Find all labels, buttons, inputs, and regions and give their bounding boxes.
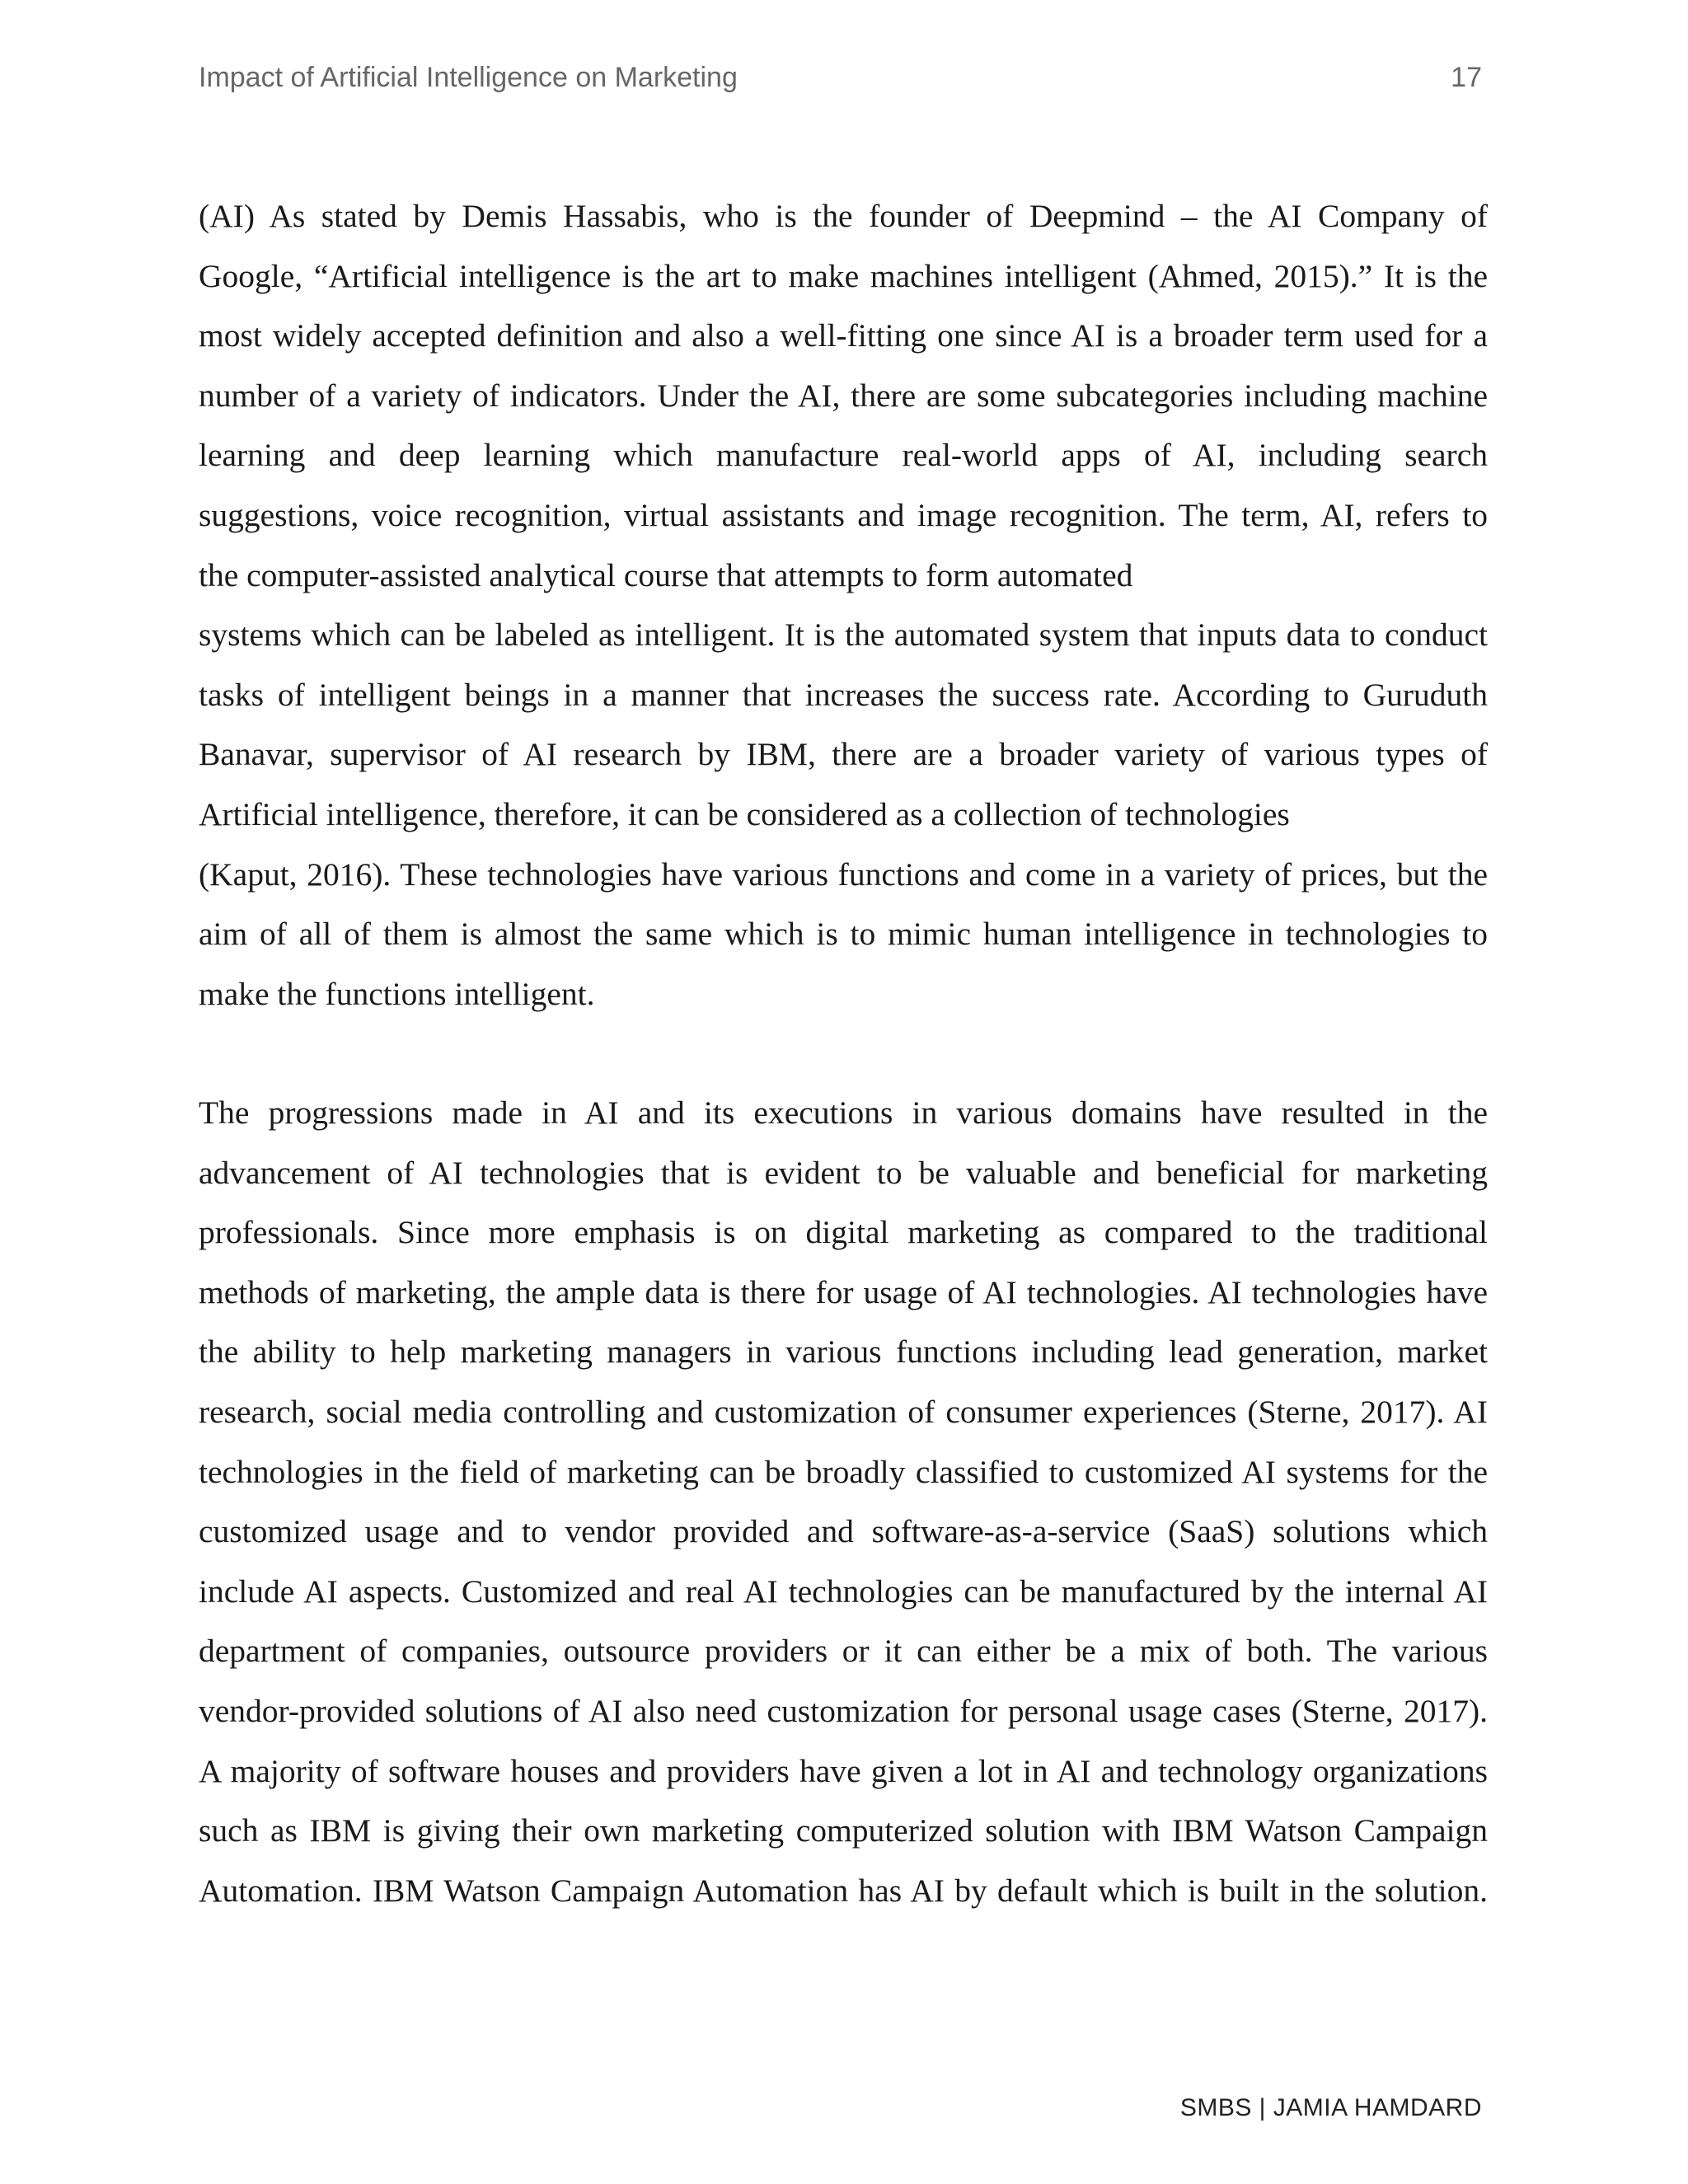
text-line: Automation. IBM Watson Campaign Automation has AI by default which is built in the solution. xyxy=(199,1872,1488,1909)
text-line: Artificial intelligence, therefore, it can be considered as a collection of technologies xyxy=(199,795,1290,832)
text-line: aim of all of them is almost the same which is to mimic human intelligence in technologies to xyxy=(199,916,1488,953)
paragraph-3 xyxy=(199,845,1488,1024)
text-line: systems which can be labeled as intelligent. It is the automated system that inputs data to conduct xyxy=(199,616,1488,654)
text-line: include AI aspects. Customized and real AI technologies can be manufactured by the internal AI xyxy=(199,1572,1488,1610)
text-line: the ability to help marketing managers in various functions including lead generation, market xyxy=(199,1333,1488,1371)
text-line: professionals. Since more emphasis is on digital marketing as compared to the traditional xyxy=(199,1214,1488,1251)
text-line: Google, “Artificial intelligence is the art to make machines intelligent (Ahmed, 2015).” It is the xyxy=(199,257,1488,294)
text-line: A majority of software houses and providers have given a lot in AI and technology organizations xyxy=(199,1752,1488,1789)
text-line: such as IBM is giving their own marketing computerized solution with IBM Watson Campaign xyxy=(199,1812,1488,1849)
paragraph-2 xyxy=(199,605,1488,844)
text-line: the computer-assisted analytical course that attempts to form automated xyxy=(199,556,1133,593)
paragraph-4 xyxy=(199,1083,1488,1920)
text-line: (Kaput, 2016). These technologies have various functions and come in a variety of prices, but the xyxy=(199,855,1488,893)
text-line: advancement of AI technologies that is evident to be valuable and beneficial for marketing xyxy=(199,1154,1488,1191)
text-line: research, social media controlling and customization of consumer experiences (Sterne, 2017). AI xyxy=(199,1393,1488,1430)
text-line: learning and deep learning which manufacture real-world apps of AI, including search xyxy=(199,437,1488,474)
text-line: most widely accepted definition and also a well-fitting one since AI is a broader term used for a xyxy=(199,317,1488,354)
text-line: Banavar, supervisor of AI research by IBM, there are a broader variety of various types of xyxy=(199,736,1488,773)
text-line: technologies in the field of marketing can be broadly classified to customized AI systems for the xyxy=(199,1453,1488,1490)
text-line: methods of marketing, the ample data is there for usage of AI technologies. AI technologies have xyxy=(199,1273,1488,1310)
body-text-block-2 xyxy=(199,1083,1488,1920)
text-line: suggestions, voice recognition, virtual assistants and image recognition. The term, AI, refers to xyxy=(199,496,1488,533)
paragraph-1 xyxy=(199,186,1488,605)
text-line: (AI) As stated by Demis Hassabis, who is the founder of Deepmind – the AI Company of xyxy=(199,198,1488,234)
page-number: 17 xyxy=(1451,62,1482,93)
text-line: tasks of intelligent beings in a manner that increases the success rate. According to Guruduth xyxy=(199,676,1488,713)
text-line: make the functions intelligent. xyxy=(199,975,595,1012)
body-text-block-1 xyxy=(199,186,1488,1024)
text-line: vendor-provided solutions of AI also need customization for personal usage cases (Sterne, 2017). xyxy=(199,1692,1488,1729)
text-line: customized usage and to vendor provided and software-as-a-service (SaaS) solutions which xyxy=(199,1513,1488,1550)
footer-institution: SMBS | JAMIA HAMDARD xyxy=(1179,2094,1482,2121)
running-head-title: Impact of Artificial Intelligence on Marketing xyxy=(199,62,738,93)
text-line: department of companies, outsource providers or it can either be a mix of both. The various xyxy=(199,1633,1488,1670)
text-line: The progressions made in AI and its executions in various domains have resulted in the xyxy=(199,1094,1488,1131)
text-line: number of a variety of indicators. Under the AI, there are some subcategories including machine xyxy=(199,377,1488,414)
